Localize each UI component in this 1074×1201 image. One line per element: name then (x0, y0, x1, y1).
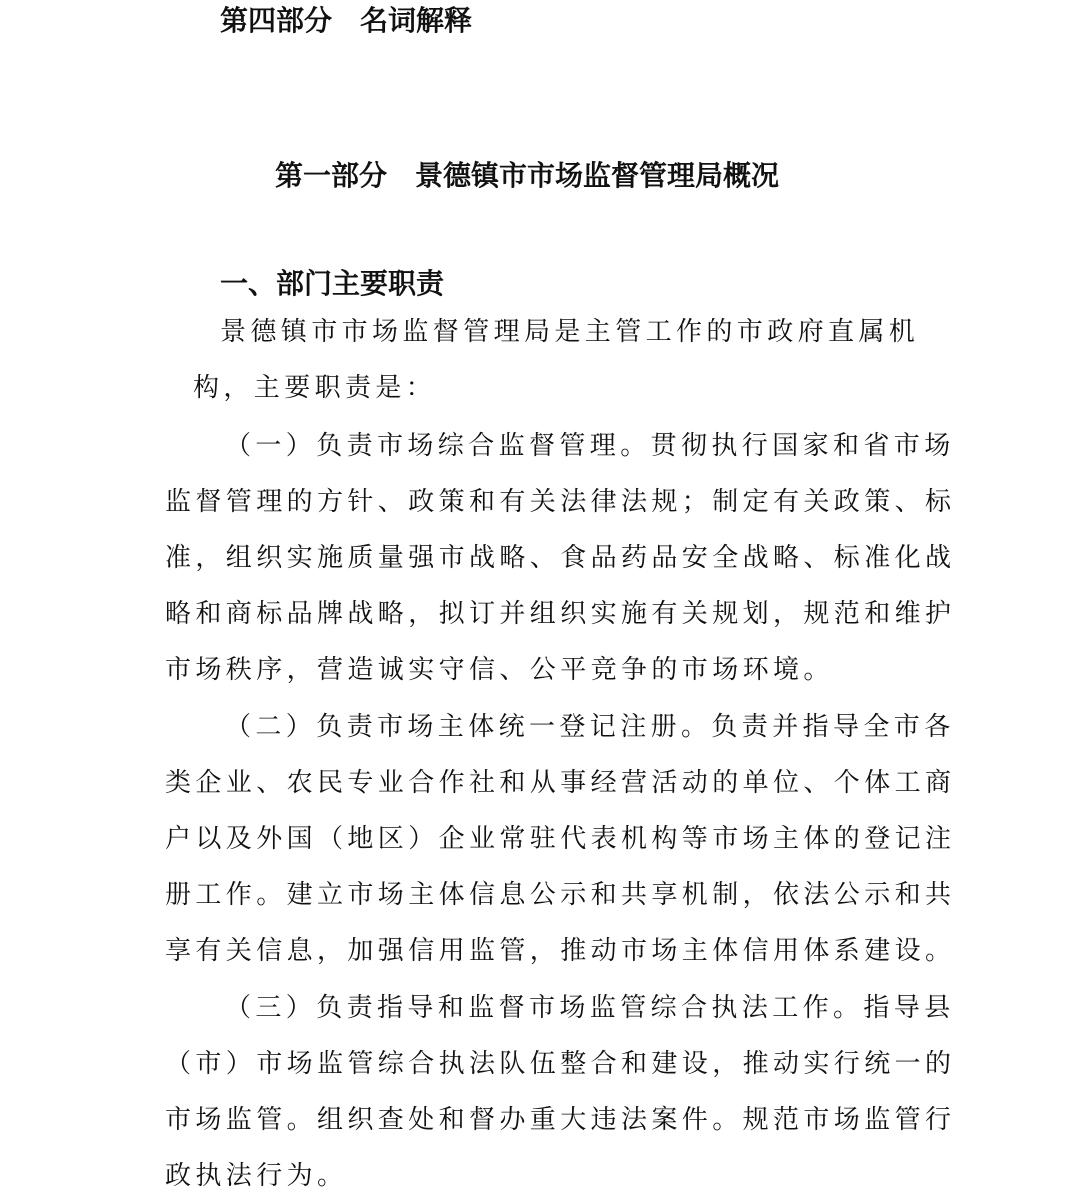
duty2-line: （二）负责市场主体统一登记注册。负责并指导全市各 (225, 712, 955, 742)
duty2-line: 类企业、农民专业合作社和从事经营活动的单位、个体工商 (165, 768, 956, 798)
intro-line: 构，主要职责是： (193, 373, 437, 403)
duty2-line: 册工作。建立市场主体信息公示和共享机制，依法公示和共 (165, 880, 956, 910)
duty3-line: 市场监管。组织查处和督办重大违法案件。规范市场监管行 (165, 1105, 956, 1135)
duty1-line: 准，组织实施质量强市战略、食品药品安全战略、标准化战 (165, 543, 956, 573)
duty1-line: 市场秩序，营造诚实守信、公平竞争的市场环境。 (165, 655, 834, 685)
top-heading: 第四部分 名词解释 (220, 4, 473, 37)
duty1-line: 监督管理的方针、政策和有关法律法规；制定有关政策、标 (165, 487, 956, 517)
duty2-line: 享有关信息，加强信用监管，推动市场主体信用体系建设。 (165, 936, 956, 966)
duty3-line: 政执法行为。 (165, 1161, 348, 1191)
duty2-line: 户以及外国（地区）企业常驻代表机构等市场主体的登记注 (165, 824, 956, 854)
section-heading: 一、部门主要职责 (220, 267, 445, 300)
part-title: 第一部分 景德镇市市场监督管理局概况 (275, 159, 780, 192)
duty1-line: 略和商标品牌战略，拟订并组织实施有关规划，规范和维护 (165, 599, 956, 629)
duty3-line: （市）市场监管综合执法队伍整合和建设，推动实行统一的 (165, 1049, 956, 1079)
duty3-line: （三）负责指导和监督市场监管综合执法工作。指导县 (225, 993, 955, 1023)
duty1-line: （一）负责市场综合监督管理。贯彻执行国家和省市场 (225, 431, 955, 461)
intro-line: 景德镇市市场监督管理局是主管工作的市政府直属机 (220, 317, 920, 347)
